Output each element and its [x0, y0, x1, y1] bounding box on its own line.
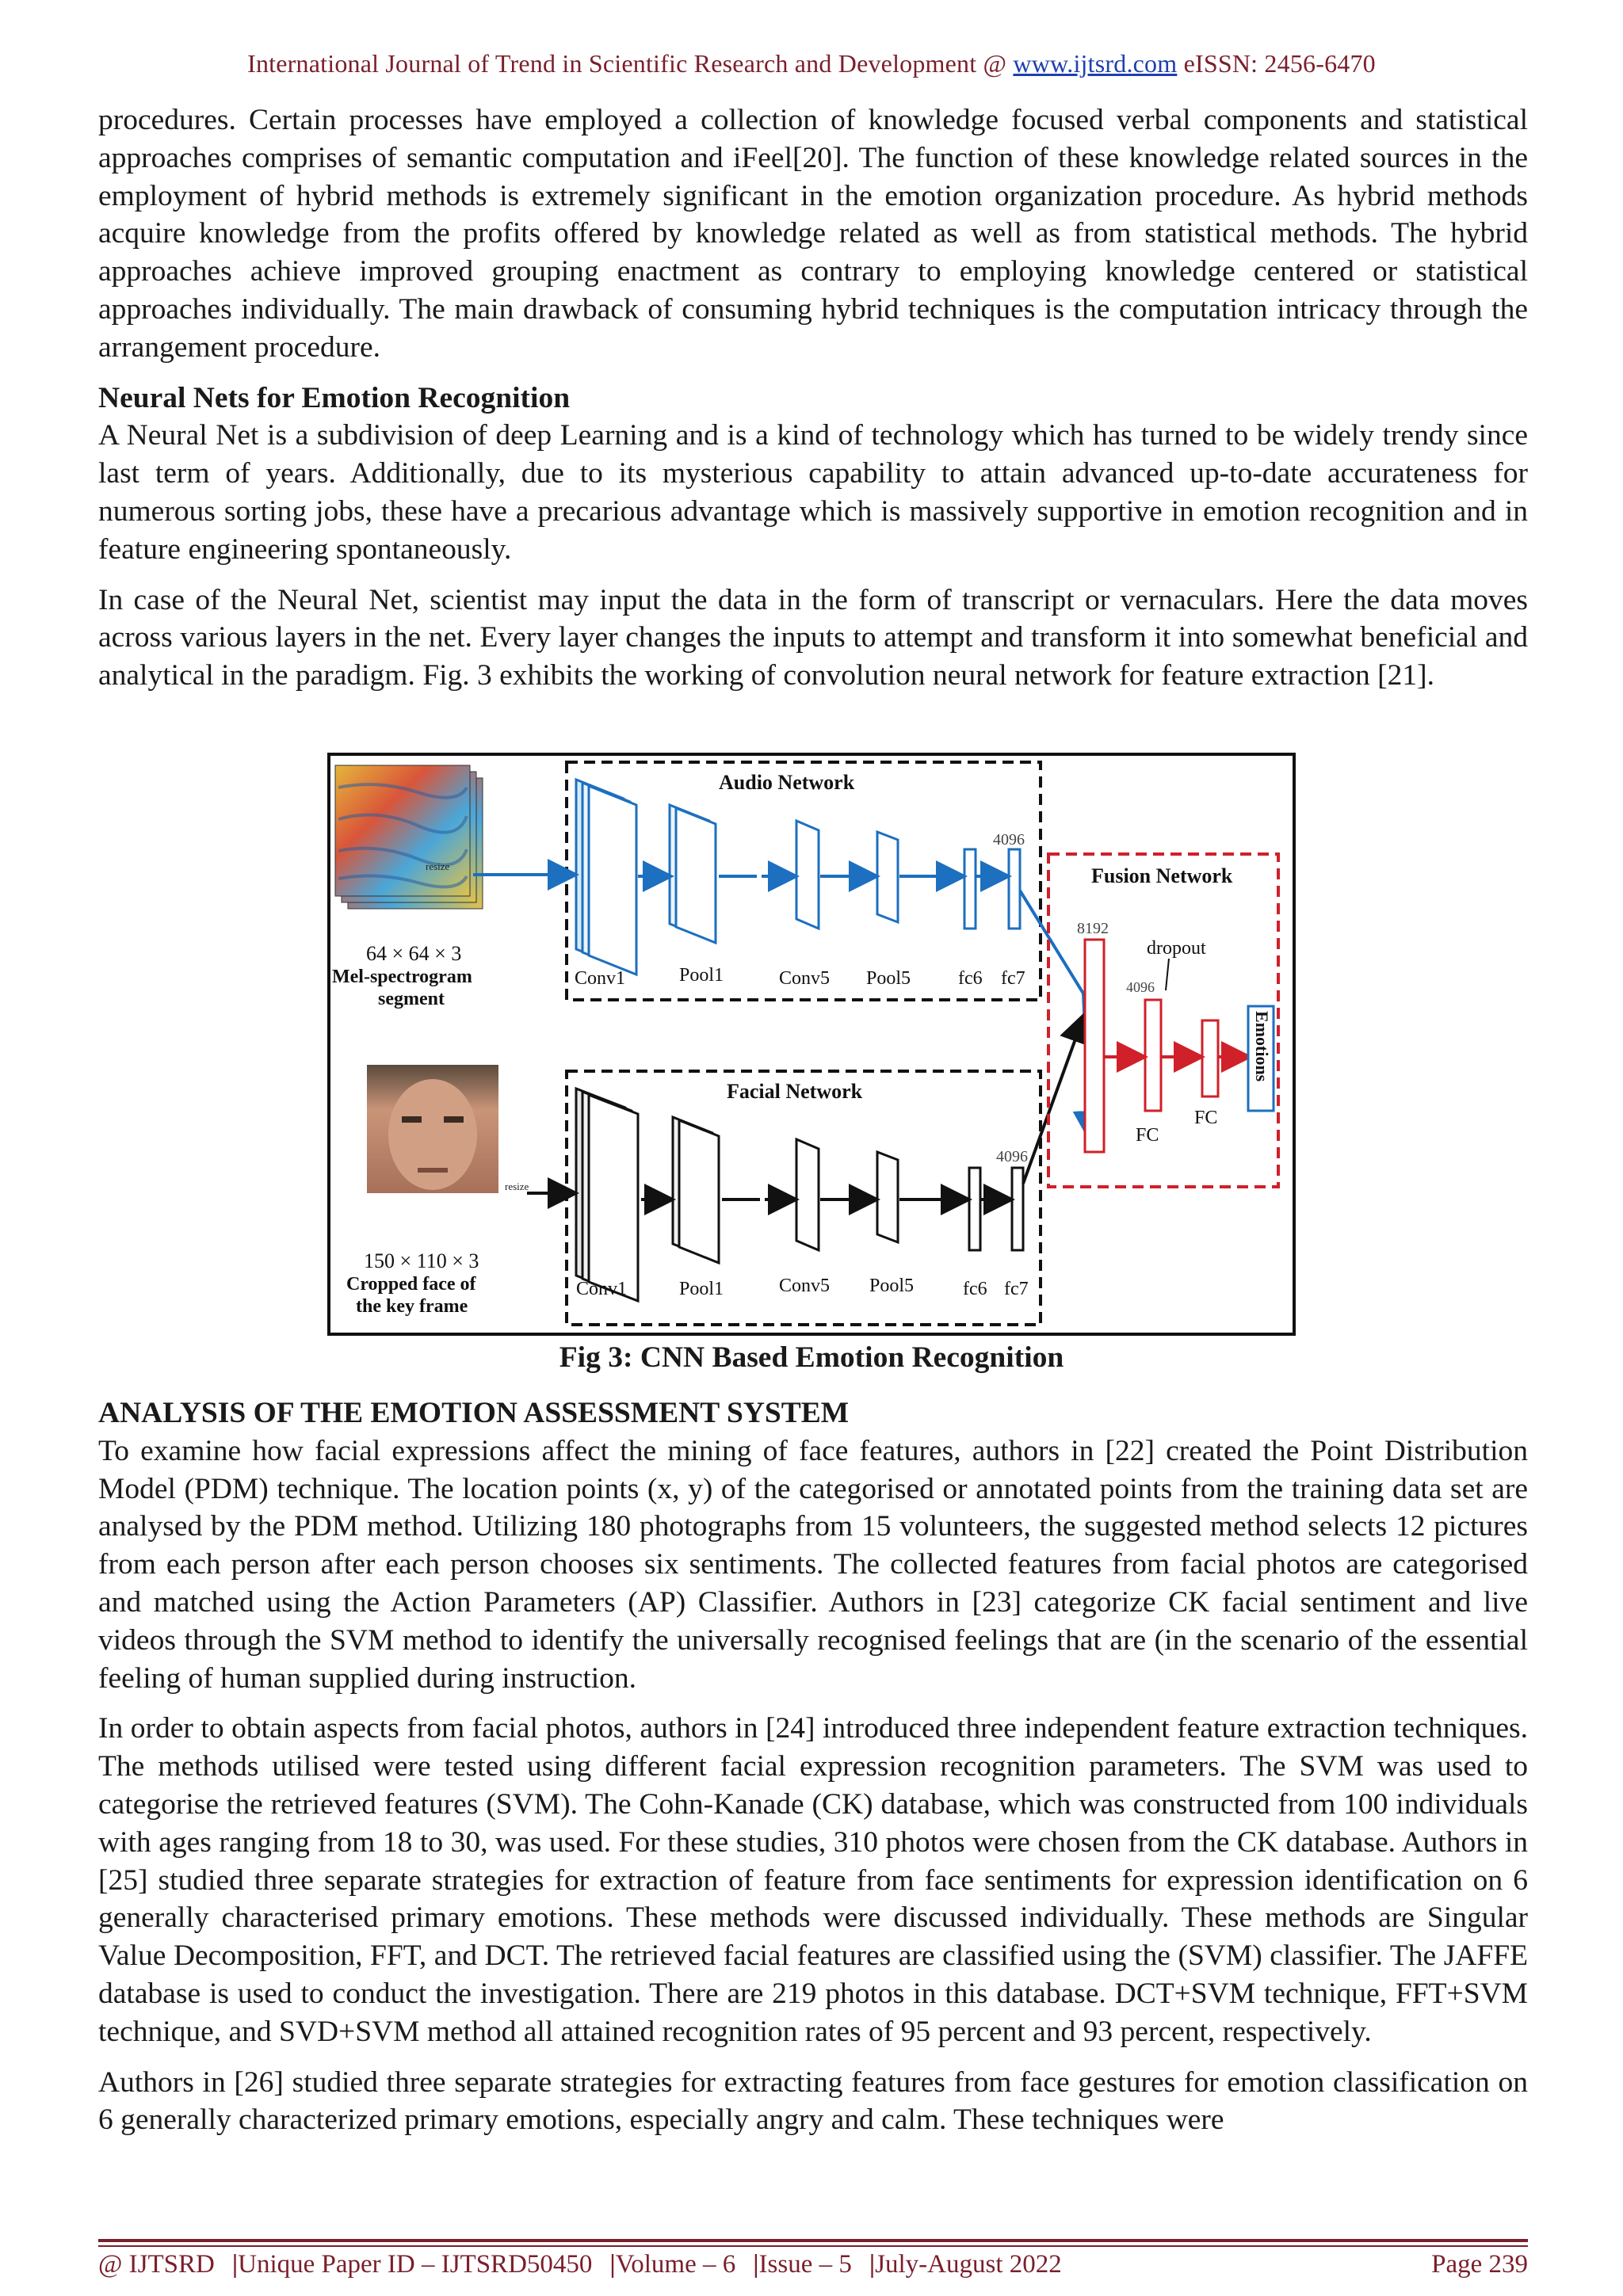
facial-layers	[576, 1089, 1023, 1301]
facial-conv5	[796, 1139, 819, 1250]
fusion-network-title: Fusion Network	[1091, 864, 1233, 887]
audio-input-dims: 64 × 64 × 3	[366, 942, 462, 965]
audio-conv5	[796, 821, 819, 929]
fusion-dropout-label: dropout	[1147, 938, 1206, 959]
footer-paper-id: Unique Paper ID – IJTSRD50450	[238, 2250, 593, 2279]
spectrogram-image	[335, 765, 483, 909]
paragraph: To examine how facial expressions affect the mining of face features, authors in [22] created the Point Distribution Model (PDM) technique. The location points (x, y) of the categorised or annotated points from the training data set are analysed by the PDM method. Utilizing 180 photographs from 15 volunteers, the suggested method selects 12 pictures from each person after each person chooses six sentiments. The collected features from facial photos are categorised and matched using the Action Parameters (AP) Classifier. Authors in [23] categorize CK facial sentiment and live videos through the SVM method to identify the universally recognised feelings that are (in the scenario of the essential feeling of human supplied during instruction.	[98, 1434, 1528, 1695]
body-top	[98, 101, 1528, 695]
face-resize-label: resize	[505, 1180, 529, 1192]
audio-pool5	[877, 832, 898, 922]
fusion-fc-label-2: FC	[1194, 1108, 1218, 1128]
paragraph: Authors in [26] studied three separate strategies for extracting features from face gestures for emotion classification on 6 generally characterized primary emotions, especially angry and calm. These techniques were	[98, 2065, 1528, 2137]
audio-fc6	[964, 849, 976, 929]
audio-label-fc6: fc6	[958, 968, 983, 989]
audio-fc7	[1009, 849, 1020, 929]
fusion-dim-8192: 8192	[1077, 920, 1109, 937]
face-input-label-2: the key frame	[356, 1296, 468, 1317]
audio-label-conv1: Conv1	[575, 968, 626, 989]
face-input-label: Cropped face of	[346, 1274, 476, 1295]
facial-fc6	[969, 1168, 980, 1250]
facial-label-pool5: Pool5	[869, 1276, 915, 1296]
emotions-label: Emotions	[1252, 1011, 1272, 1082]
section-heading-2: ANALYSIS OF THE EMOTION ASSESSMENT SYSTEM	[98, 1397, 850, 1429]
face-input-dims: 150 × 110 × 3	[364, 1249, 479, 1272]
footer-date: July-August 2022	[875, 2250, 1062, 2279]
audio-label-pool5: Pool5	[866, 968, 911, 989]
audio-dim-4096: 4096	[993, 831, 1025, 849]
facial-fc7	[1012, 1168, 1023, 1250]
facial-label-conv1: Conv1	[576, 1279, 628, 1299]
footer-issue: Issue – 5	[758, 2250, 852, 2279]
paragraph: In case of the Neural Net, scientist may input the data in the form of transcript or vernaculars. Here the data moves across various layers in the net. Every layer changes the inputs to attempt and transform it into somewhat beneficial and analytical in the paradigm. Fig. 3 exhibits the working of convolution neural network for feature extraction [21].	[98, 583, 1528, 692]
footer-left: @ IJTSRD |Unique Paper ID – IJTSRD50450 |Volume – 6 |Issue – 5 |July-August 2022	[98, 2250, 1062, 2279]
paragraph: In order to obtain aspects from facial photos, authors in [24] introduced three independent feature extraction techniques. The methods utilised were tested using different facial expression recognition parameters. The SVM was used to categorise the retrieved features (SVM). The Cohn-Kanade (CK) database, which was constructed from 100 individuals with ages ranging from 18 to 30, was used. For these studies, 310 photos were chosen from the CK database. Authors in [25] studied three separate strategies for extraction of feature from face sentiments for expression identification on 6 generally characterised primary emotions. These methods were discussed individually. These methods are Singular Value Decomposition, FFT, and DCT. The retrieved facial features are classified using the (SVM) classifier. The JAFFE database is used to conduct the investigation. There are 219 photos in this database. DCT+SVM technique, FFT+SVM technique, and SVD+SVM method all attained recognition rates of 95 percent and 93 percent, respectively.	[98, 1712, 1528, 2048]
facial-dim-4096: 4096	[996, 1148, 1028, 1165]
paragraph: procedures. Certain processes have employed a collection of knowledge focused verbal components and statistical approaches comprises of semantic computation and iFeel[20]. The function of these knowledge related sources in the employment of hybrid methods is extremely significant in the emotion organization procedure. As hybrid methods acquire knowledge from the profits offered by knowledge related as well as from statistical methods. The hybrid approaches achieve improved grouping enactment as contrary to employing knowledge centered or statistical approaches individually. The main drawback of consuming hybrid techniques is the computation intricacy through the arrangement procedure.	[98, 104, 1528, 364]
audio-label-conv5: Conv5	[779, 968, 831, 989]
audio-input-label-2: segment	[378, 989, 445, 1009]
footer-rule	[98, 2239, 1528, 2242]
facial-label-conv5: Conv5	[779, 1276, 831, 1296]
footer-rule-thin	[98, 2245, 1528, 2247]
section-heading: Neural Nets for Emotion Recognition	[98, 381, 571, 414]
audio-conv1	[576, 780, 636, 974]
journal-url-link[interactable]: www.ijtsrd.com	[1013, 49, 1178, 78]
audio-network-title: Audio Network	[719, 771, 855, 794]
audio-label-pool1: Pool1	[679, 965, 724, 986]
fusion-fc1	[1145, 1000, 1161, 1111]
footer-journal: @ IJTSRD	[98, 2250, 215, 2279]
facial-label-fc6: fc6	[963, 1279, 987, 1299]
face-oval	[388, 1079, 477, 1190]
fusion-fc2	[1202, 1020, 1218, 1097]
audio-pool1	[670, 805, 716, 943]
audio-label-fc7: fc7	[1001, 968, 1025, 989]
body-section-2	[98, 1394, 1528, 2139]
figure-caption: Fig 3: CNN Based Emotion Recognition	[559, 1341, 1064, 1374]
facial-pool1	[673, 1117, 719, 1263]
fusion-fc-label-1: FC	[1136, 1125, 1159, 1146]
fusion-dim-4096: 4096	[1126, 979, 1155, 995]
facial-pool5	[877, 1152, 898, 1242]
audio-input-label: Mel-spectrogram	[332, 967, 472, 987]
facial-label-fc7: fc7	[1004, 1279, 1029, 1299]
audio-resize-label: resize	[426, 860, 450, 872]
facial-label-pool1: Pool1	[679, 1279, 724, 1299]
figure-cnn-diagram	[327, 753, 1296, 1336]
paragraph: A Neural Net is a subdivision of deep Learning and is a kind of technology which has turned to be widely trendy since last term of years. Additionally, due to its mysterious capability to attain advanced up-to-date accurateness for numerous sorting jobs, these have a precarious advantage which is massively supportive in emotion recognition and in feature engineering spontaneously.	[98, 419, 1528, 566]
journal-name: International Journal of Trend in Scientific Research and Development @	[247, 49, 1007, 78]
eissn: eISSN: 2456-6470	[1183, 49, 1376, 78]
running-head	[0, 49, 1623, 78]
facial-conv1	[576, 1089, 638, 1301]
footer	[98, 2250, 1528, 2279]
cnn-diagram-svg	[330, 756, 1293, 1333]
footer-volume: Volume – 6	[615, 2250, 736, 2279]
footer-page-number: Page 239	[1431, 2250, 1528, 2279]
facial-network-title: Facial Network	[727, 1080, 863, 1103]
fusion-concat-layer	[1085, 940, 1104, 1152]
